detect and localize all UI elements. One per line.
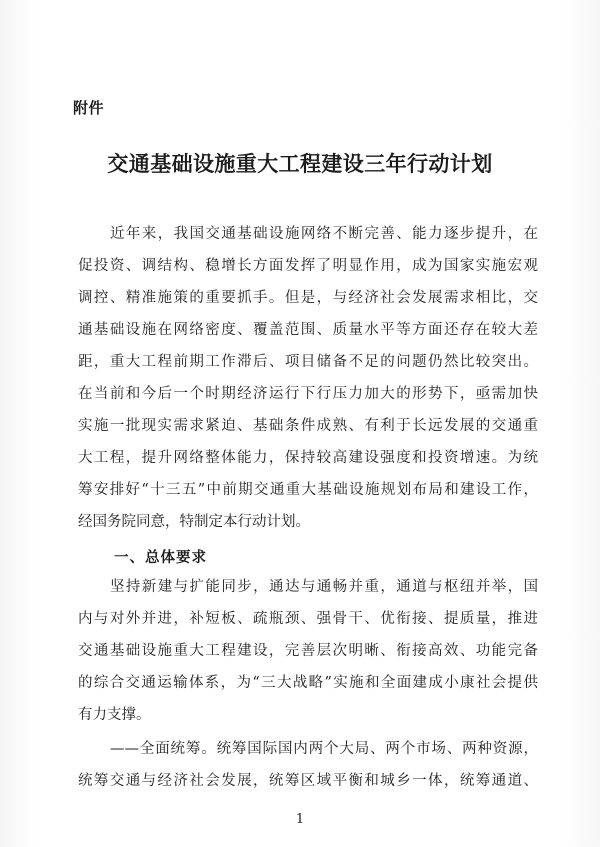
paragraph-line: 大工程，提升网络整体能力，保持较高建设强度和投资增速。为统 bbox=[78, 450, 538, 466]
paragraph-line: 在当前和今后一个时期经济运行下行压力加大的形势下，亟需加快 bbox=[78, 386, 538, 402]
paragraph-line: 有力支撑。 bbox=[78, 707, 151, 723]
paragraph-line: 统筹交通与经济社会发展，统筹区域平衡和城乡一体，统筹通道、 bbox=[78, 773, 538, 789]
paragraph-line: 内与对外并进，补短板、疏瓶颈、强骨干、优衔接、提质量，推进 bbox=[78, 611, 538, 627]
document-title: 交通基础设施重大工程建设三年行动计划 bbox=[107, 152, 493, 176]
page-number: 1 bbox=[295, 812, 305, 827]
paragraph-line: 筹安排好“十三五”中前期交通重大基础设施规划布局和建设工作， bbox=[78, 482, 538, 498]
paragraph-line: 通基础设施在网络密度、覆盖范围、质量水平等方面还存在较大差 bbox=[78, 322, 538, 338]
paragraph-line: ——全面统筹。统筹国际国内两个大局、两个市场、两种资源， bbox=[110, 741, 538, 757]
paragraph-line: 调控、精准施策的重要抓手。但是，与经济社会发展需求相比，交 bbox=[78, 290, 538, 306]
paragraph-line: 的综合交通运输体系，为“三大战略”实施和全面建成小康社会提供 bbox=[78, 675, 538, 691]
paragraph-line: 距，重大工程前期工作滞后、项目储备不足的问题仍然比较突出。 bbox=[78, 354, 538, 370]
attachment-label: 附件 bbox=[73, 99, 105, 117]
paragraph-line: 坚持新建与扩能同步，通达与通畅并重，通道与枢纽并举，国 bbox=[110, 579, 538, 595]
paragraph-line: 近年来，我国交通基础设施网络不断完善、能力逐步提升，在 bbox=[110, 226, 538, 242]
paragraph-line: 经国务院同意，特制定本行动计划。 bbox=[78, 514, 310, 530]
paragraph-line: 促投资、调结构、稳增长方面发挥了明显作用，成为国家实施宏观 bbox=[78, 258, 538, 274]
section-heading: 一、总体要求 bbox=[114, 550, 207, 566]
paragraph-line: 实施一批现实需求紧迫、基础条件成熟、有利于长远发展的交通重 bbox=[78, 418, 538, 434]
paragraph-line: 交通基础设施重大工程建设，完善层次明晰、衔接高效、功能完备 bbox=[78, 643, 538, 659]
